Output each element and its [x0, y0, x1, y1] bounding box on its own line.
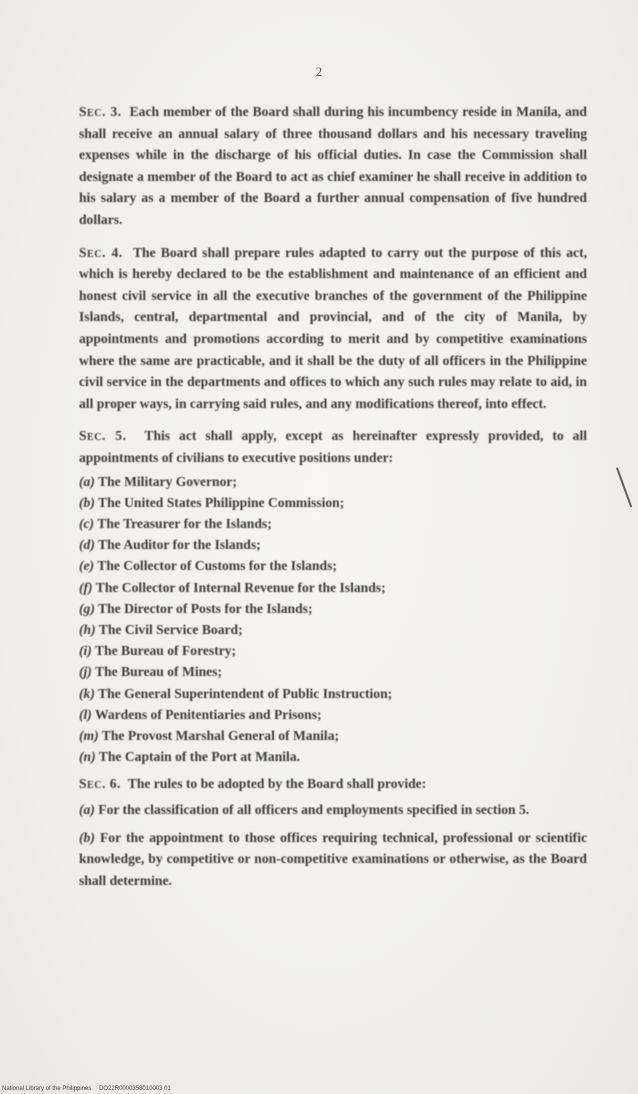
footer-code: DO22R0000358010003 01	[99, 1086, 171, 1092]
section-5-list	[79, 471, 587, 768]
section-label: Sec. 5.	[79, 428, 127, 444]
list-item: (i) The Bureau of Forestry;	[79, 643, 237, 659]
section-label: Sec. 3.	[79, 104, 122, 119]
section-4	[79, 242, 587, 415]
section-6	[79, 773, 587, 795]
list-item: (m) The Provost Marshal General of Manila;	[79, 727, 340, 743]
list-item: (d) The Auditor for the Islands;	[79, 537, 261, 553]
list-item: (b) The United States Philippine Commission;	[79, 494, 345, 510]
section-6-item-b: (b) For the appointment to those offices requiring technical, professional or scientific knowledge, by competitive or non-competitive examinations or otherwise, as the Board shall determine.	[79, 829, 587, 888]
scan-footer	[2, 1086, 177, 1092]
list-item: (e) The Collector of Customs for the Islands;	[79, 558, 337, 574]
section-text: The Board shall prepare rules adapted to carry out the purpose of this act, which is hereby declared to be the establishment and maintenance of an efficient and honest civil service in all the executive branches of the government of the Philippine Islands, central, departmental and provincial, and of the city of Manila, by appointments and promotions according to merit and by competitive examinations where the same are practicable, and it shall be the duty of all officers in the Philippine civil service in the departments and offices to which any such rules may relate to aid, in all proper ways, in carrying said rules, and any modifications thereof, into effect.	[79, 244, 588, 411]
list-item: (a) The Military Governor;	[79, 473, 237, 489]
footer-library: National Library of the Philippines	[2, 1086, 92, 1092]
margin-pencil-mark	[616, 467, 632, 507]
document-body	[79, 101, 587, 897]
list-item: (n) The Captain of the Port at Manila.	[79, 749, 301, 765]
section-text: Each member of the Board shall during his incumbency reside in Manila, and shall receive an annual salary of three thousand dollars and his necessary traveling expenses while in the discharge of his official duties. In case the Commission shall designate a member of the Board to act as chief examiner he shall receive in addition to his salary as a member of the Board a further annual compensation of five hundred dollars.	[79, 104, 587, 227]
section-3	[79, 101, 587, 231]
section-text: This act shall apply, except as hereinafter expressly provided, to all appointments of civilians to executive positions under:	[79, 428, 588, 465]
list-item: (h) The Civil Service Board;	[79, 621, 243, 637]
section-label: Sec. 4.	[79, 244, 123, 260]
list-item: (f) The Collector of Internal Revenue for the Islands;	[79, 579, 386, 595]
list-item: (l) Wardens of Penitentiaries and Prisons;	[79, 706, 322, 722]
list-item: (k) The General Superintendent of Public Instruction;	[79, 685, 393, 701]
section-label: Sec. 6.	[79, 776, 121, 792]
list-item: (j) The Bureau of Mines;	[79, 664, 223, 680]
page-number: 2	[315, 64, 323, 79]
list-item: (c) The Treasurer for the Islands;	[79, 515, 272, 531]
section-5	[79, 425, 587, 468]
list-item: (g) The Director of Posts for the Islands;	[79, 600, 313, 616]
section-6-item-a: (a) For the classification of all officers and employments specified in section 5.	[79, 801, 530, 817]
section-text: The rules to be adopted by the Board shall provide:	[127, 776, 427, 792]
